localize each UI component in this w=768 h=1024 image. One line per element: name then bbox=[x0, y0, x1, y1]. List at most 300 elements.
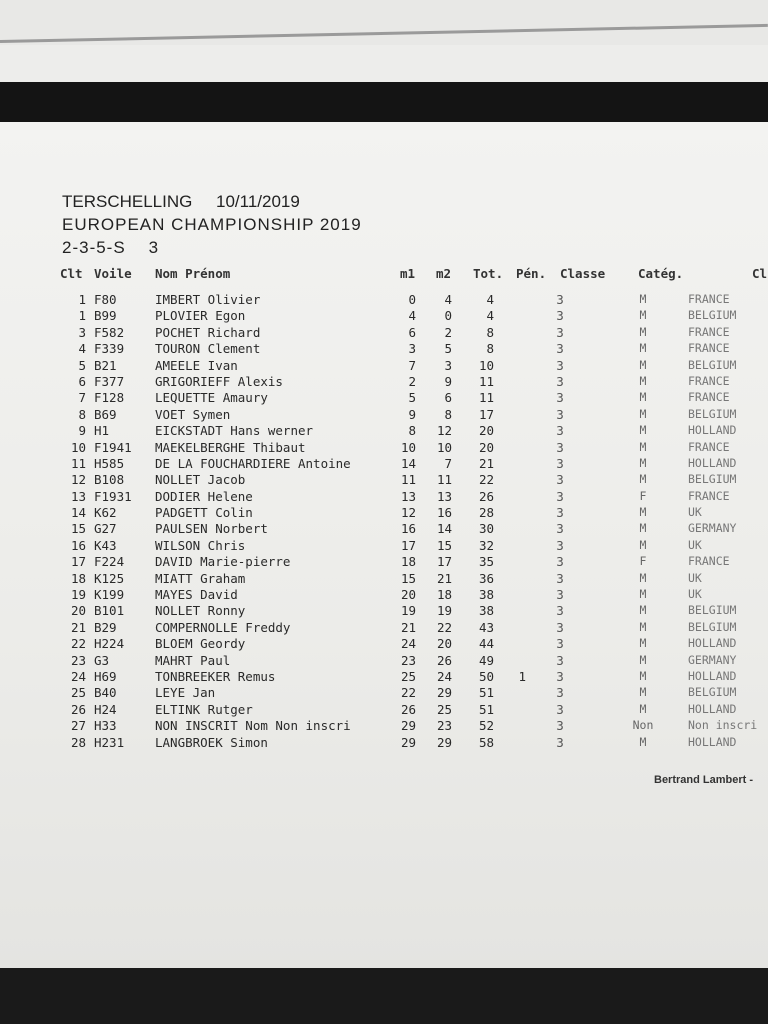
category-cell: M bbox=[639, 357, 647, 372]
m2-cell: 8 bbox=[444, 406, 452, 422]
background-gap bbox=[0, 45, 768, 85]
category-cell: M bbox=[639, 292, 647, 306]
m2-cell: 18 bbox=[436, 587, 452, 603]
rank-cell: 18 bbox=[70, 570, 86, 586]
category-cell: M bbox=[639, 505, 647, 520]
category-cell: M bbox=[639, 390, 647, 405]
classe-cell: 3 bbox=[556, 406, 564, 422]
total-cell: 36 bbox=[478, 570, 494, 586]
sail-cell: B69 bbox=[94, 406, 117, 422]
table-row bbox=[0, 620, 768, 636]
classe-cell: 3 bbox=[556, 668, 564, 684]
classe-cell: 3 bbox=[556, 521, 564, 537]
sail-cell: B101 bbox=[94, 603, 125, 619]
m1-cell: 13 bbox=[400, 488, 416, 504]
classe-cell: 3 bbox=[556, 603, 564, 619]
m1-cell: 23 bbox=[400, 652, 416, 668]
table-row bbox=[0, 718, 768, 734]
category-cell: M bbox=[639, 423, 647, 438]
rank-cell: 11 bbox=[70, 455, 86, 471]
name-cell: EICKSTADT Hans werner bbox=[155, 423, 314, 439]
country-cell: BELGIUM bbox=[688, 619, 737, 634]
event-title: EUROPEAN CHAMPIONSHIP 2019 bbox=[62, 215, 362, 234]
penalty-cell: 1 bbox=[518, 668, 526, 684]
signature: Bertrand Lambert - bbox=[654, 774, 754, 786]
category-cell: M bbox=[639, 734, 647, 749]
rank-cell: 9 bbox=[78, 423, 86, 439]
col-total: Tot. bbox=[473, 266, 504, 281]
total-cell: 11 bbox=[478, 373, 494, 389]
sail-cell: H231 bbox=[94, 734, 125, 750]
name-cell: TONBREEKER Remus bbox=[155, 668, 276, 684]
sail-cell: H585 bbox=[94, 455, 125, 471]
m1-cell: 3 bbox=[408, 341, 416, 357]
rank-cell: 6 bbox=[78, 373, 86, 389]
m1-cell: 15 bbox=[400, 570, 416, 586]
m2-cell: 12 bbox=[436, 423, 452, 439]
name-cell: MAEKELBERGHE Thibaut bbox=[155, 439, 306, 455]
m2-cell: 22 bbox=[436, 619, 452, 635]
table-row bbox=[0, 407, 768, 423]
rank-cell: 16 bbox=[70, 537, 86, 553]
m1-cell: 20 bbox=[400, 587, 416, 603]
total-cell: 8 bbox=[486, 341, 494, 357]
classe-cell: 3 bbox=[556, 636, 564, 652]
total-cell: 4 bbox=[486, 292, 494, 307]
table-row bbox=[0, 358, 768, 374]
sail-cell: F1941 bbox=[94, 439, 132, 455]
category-cell: M bbox=[639, 324, 647, 339]
m1-cell: 5 bbox=[408, 390, 416, 406]
country-cell: FRANCE bbox=[688, 488, 730, 503]
col-category: Catég. bbox=[638, 266, 684, 281]
sail-cell: G3 bbox=[94, 652, 110, 668]
col-name: Nom Prénom bbox=[155, 266, 231, 281]
total-cell: 20 bbox=[478, 423, 494, 439]
sail-cell: H33 bbox=[94, 718, 117, 734]
column-headers bbox=[0, 266, 768, 284]
table-row bbox=[0, 325, 768, 341]
category-cell: M bbox=[639, 439, 647, 454]
m2-cell: 29 bbox=[436, 734, 452, 750]
m1-cell: 22 bbox=[400, 685, 416, 701]
classe-cell: 3 bbox=[556, 685, 564, 701]
sail-cell: F224 bbox=[94, 554, 125, 570]
name-cell: ELTINK Rutger bbox=[155, 701, 253, 717]
m1-cell: 14 bbox=[400, 455, 416, 471]
m2-cell: 29 bbox=[436, 685, 452, 701]
m1-cell: 12 bbox=[400, 505, 416, 521]
total-cell: 51 bbox=[478, 685, 494, 701]
country-cell: BELGIUM bbox=[688, 472, 737, 487]
classe-cell: 3 bbox=[556, 292, 564, 307]
name-cell: BLOEM Geordy bbox=[155, 636, 246, 652]
col-penalty: Pén. bbox=[516, 266, 547, 281]
category-cell: M bbox=[639, 455, 647, 470]
m2-cell: 4 bbox=[444, 292, 452, 307]
name-cell: MAHRT Paul bbox=[155, 652, 231, 668]
country-cell: GERMANY bbox=[688, 652, 737, 667]
m1-cell: 21 bbox=[400, 619, 416, 635]
table-row bbox=[0, 521, 768, 537]
results-table bbox=[0, 292, 768, 751]
country-cell: HOLLAND bbox=[688, 636, 737, 651]
m1-cell: 10 bbox=[400, 439, 416, 455]
classe-cell: 3 bbox=[556, 439, 564, 455]
classe-cell: 3 bbox=[556, 472, 564, 488]
total-cell: 52 bbox=[478, 718, 494, 734]
rank-cell: 13 bbox=[70, 488, 86, 504]
category-cell: F bbox=[639, 554, 647, 569]
category-cell: M bbox=[639, 570, 647, 585]
m1-cell: 29 bbox=[400, 718, 416, 734]
m1-cell: 18 bbox=[400, 554, 416, 570]
table-row bbox=[0, 653, 768, 669]
country-cell: UK bbox=[688, 570, 702, 585]
col-rank: Clt bbox=[60, 266, 83, 281]
m1-cell: 26 bbox=[400, 701, 416, 717]
total-cell: 50 bbox=[478, 668, 494, 684]
name-cell: COMPERNOLLE Freddy bbox=[155, 619, 291, 635]
country-cell: FRANCE bbox=[688, 292, 730, 306]
classe-cell: 3 bbox=[556, 455, 564, 471]
total-cell: 28 bbox=[478, 505, 494, 521]
name-cell: PAULSEN Norbert bbox=[155, 521, 268, 537]
table-row bbox=[0, 440, 768, 456]
name-cell: AMEELE Ivan bbox=[155, 357, 238, 373]
m2-cell: 9 bbox=[444, 373, 452, 389]
rank-cell: 14 bbox=[70, 505, 86, 521]
table-row bbox=[0, 587, 768, 603]
category-cell: M bbox=[639, 587, 647, 602]
rank-cell: 15 bbox=[70, 521, 86, 537]
category-cell: M bbox=[639, 652, 647, 667]
table-row bbox=[0, 554, 768, 570]
m1-cell: 29 bbox=[400, 734, 416, 750]
m2-cell: 14 bbox=[436, 521, 452, 537]
classe-cell: 3 bbox=[556, 423, 564, 439]
class-line: 2-3-5-S 3 bbox=[62, 238, 160, 257]
total-cell: 35 bbox=[478, 554, 494, 570]
name-cell: LANGBROEK Simon bbox=[155, 734, 268, 750]
name-cell: NOLLET Jacob bbox=[155, 472, 246, 488]
category-cell: M bbox=[639, 619, 647, 634]
category-cell: M bbox=[639, 472, 647, 487]
category-cell: M bbox=[639, 521, 647, 536]
name-cell: DAVID Marie-pierre bbox=[155, 554, 291, 570]
table-row bbox=[0, 341, 768, 357]
rank-cell: 5 bbox=[78, 357, 86, 373]
classe-cell: 3 bbox=[556, 570, 564, 586]
m2-cell: 16 bbox=[436, 505, 452, 521]
total-cell: 8 bbox=[486, 324, 494, 340]
m2-cell: 19 bbox=[436, 603, 452, 619]
rank-cell: 27 bbox=[70, 718, 86, 734]
name-cell: NOLLET Ronny bbox=[155, 603, 246, 619]
name-cell: DODIER Helene bbox=[155, 488, 253, 504]
name-cell: IMBERT Olivier bbox=[155, 292, 261, 307]
m1-cell: 8 bbox=[408, 423, 416, 439]
country-cell: Non inscri bbox=[688, 718, 758, 733]
category-cell: M bbox=[639, 636, 647, 651]
total-cell: 49 bbox=[478, 652, 494, 668]
table-row bbox=[0, 390, 768, 406]
rank-cell: 26 bbox=[70, 701, 86, 717]
country-cell: HOLLAND bbox=[688, 668, 737, 683]
country-cell: FRANCE bbox=[688, 373, 730, 388]
country-cell: BELGIUM bbox=[688, 685, 737, 700]
category-cell: M bbox=[639, 603, 647, 618]
name-cell: WILSON Chris bbox=[155, 537, 246, 553]
rank-cell: 12 bbox=[70, 472, 86, 488]
m1-cell: 6 bbox=[408, 324, 416, 340]
sail-cell: F582 bbox=[94, 324, 125, 340]
rank-cell: 1 bbox=[78, 308, 86, 324]
m1-cell: 7 bbox=[408, 357, 416, 373]
m2-cell: 17 bbox=[436, 554, 452, 570]
classe-cell: 3 bbox=[556, 341, 564, 357]
category-cell: M bbox=[639, 406, 647, 421]
country-cell: HOLLAND bbox=[688, 701, 737, 716]
table-row bbox=[0, 538, 768, 554]
total-cell: 21 bbox=[478, 455, 494, 471]
rank-cell: 19 bbox=[70, 587, 86, 603]
name-cell: MIATT Graham bbox=[155, 570, 246, 586]
m2-cell: 10 bbox=[436, 439, 452, 455]
rank-cell: 28 bbox=[70, 734, 86, 750]
dark-band-top bbox=[0, 82, 768, 124]
rank-cell: 17 bbox=[70, 554, 86, 570]
rank-cell: 10 bbox=[70, 439, 86, 455]
table-row bbox=[0, 292, 768, 308]
m1-cell: 17 bbox=[400, 537, 416, 553]
m2-cell: 11 bbox=[436, 472, 452, 488]
classe-cell: 3 bbox=[556, 537, 564, 553]
dark-band-bottom bbox=[0, 968, 768, 1024]
country-cell: FRANCE bbox=[688, 390, 730, 405]
m2-cell: 5 bbox=[444, 341, 452, 357]
sail-cell: B99 bbox=[94, 308, 117, 324]
table-row bbox=[0, 702, 768, 718]
classe-cell: 3 bbox=[556, 357, 564, 373]
category-cell: F bbox=[639, 488, 647, 503]
country-cell: BELGIUM bbox=[688, 406, 737, 421]
sail-cell: K199 bbox=[94, 587, 125, 603]
m1-cell: 0 bbox=[408, 292, 416, 307]
rank-cell: 23 bbox=[70, 652, 86, 668]
table-row bbox=[0, 735, 768, 751]
sail-cell: H24 bbox=[94, 701, 117, 717]
table-row bbox=[0, 374, 768, 390]
total-cell: 44 bbox=[478, 636, 494, 652]
category-cell: M bbox=[639, 537, 647, 552]
rank-cell: 24 bbox=[70, 668, 86, 684]
table-row bbox=[0, 423, 768, 439]
classe-cell: 3 bbox=[556, 718, 564, 734]
classe-cell: 3 bbox=[556, 619, 564, 635]
m1-cell: 24 bbox=[400, 636, 416, 652]
country-cell: HOLLAND bbox=[688, 734, 737, 749]
sail-cell: K62 bbox=[94, 505, 117, 521]
classe-cell: 3 bbox=[556, 587, 564, 603]
m2-cell: 20 bbox=[436, 636, 452, 652]
background-sheet bbox=[0, 0, 768, 45]
sheet-edge bbox=[0, 24, 768, 43]
name-cell: TOURON Clement bbox=[155, 341, 261, 357]
m2-cell: 2 bbox=[444, 324, 452, 340]
m1-cell: 4 bbox=[408, 308, 416, 324]
total-cell: 11 bbox=[478, 390, 494, 406]
sail-cell: B40 bbox=[94, 685, 117, 701]
rank-cell: 25 bbox=[70, 685, 86, 701]
m2-cell: 0 bbox=[444, 308, 452, 324]
table-row bbox=[0, 308, 768, 324]
classe-cell: 3 bbox=[556, 554, 564, 570]
sail-cell: H69 bbox=[94, 668, 117, 684]
sail-cell: B108 bbox=[94, 472, 125, 488]
rank-cell: 8 bbox=[78, 406, 86, 422]
rank-cell: 4 bbox=[78, 341, 86, 357]
country-cell: FRANCE bbox=[688, 341, 730, 356]
classe-cell: 3 bbox=[556, 505, 564, 521]
total-cell: 58 bbox=[478, 734, 494, 750]
m2-cell: 24 bbox=[436, 668, 452, 684]
m2-cell: 25 bbox=[436, 701, 452, 717]
date: 10/11/2019 bbox=[216, 192, 300, 211]
name-cell: LEQUETTE Amaury bbox=[155, 390, 268, 406]
sail-cell: B29 bbox=[94, 619, 117, 635]
total-cell: 10 bbox=[478, 357, 494, 373]
sail-cell: F80 bbox=[94, 292, 117, 307]
classe-cell: 3 bbox=[556, 734, 564, 750]
sail-cell: K43 bbox=[94, 537, 117, 553]
total-cell: 17 bbox=[478, 406, 494, 422]
total-cell: 51 bbox=[478, 701, 494, 717]
country-cell: BELGIUM bbox=[688, 308, 737, 323]
category-cell: M bbox=[639, 308, 647, 323]
classe-cell: 3 bbox=[556, 701, 564, 717]
m1-cell: 16 bbox=[400, 521, 416, 537]
m1-cell: 25 bbox=[400, 668, 416, 684]
name-cell: PADGETT Colin bbox=[155, 505, 253, 521]
sail-cell: B21 bbox=[94, 357, 117, 373]
total-cell: 38 bbox=[478, 603, 494, 619]
location: TERSCHELLING bbox=[62, 192, 193, 211]
sail-cell: F1931 bbox=[94, 488, 132, 504]
rank-cell: 1 bbox=[78, 292, 86, 307]
name-cell: DE LA FOUCHARDIERE Antoine bbox=[155, 455, 351, 471]
sail-cell: K125 bbox=[94, 570, 125, 586]
location-date-line bbox=[62, 190, 362, 213]
rank-cell: 22 bbox=[70, 636, 86, 652]
table-row bbox=[0, 489, 768, 505]
classe-cell: 3 bbox=[556, 652, 564, 668]
results-header bbox=[62, 190, 362, 259]
country-cell: HOLLAND bbox=[688, 455, 737, 470]
classe-cell: 3 bbox=[556, 373, 564, 389]
m2-cell: 15 bbox=[436, 537, 452, 553]
name-cell: LEYE Jan bbox=[155, 685, 216, 701]
name-cell: NON INSCRIT Nom Non inscri bbox=[155, 718, 351, 734]
category-cell: Non bbox=[632, 718, 654, 733]
table-row bbox=[0, 505, 768, 521]
rank-cell: 21 bbox=[70, 619, 86, 635]
total-cell: 22 bbox=[478, 472, 494, 488]
m2-cell: 13 bbox=[436, 488, 452, 504]
m2-cell: 6 bbox=[444, 390, 452, 406]
country-cell: FRANCE bbox=[688, 324, 730, 339]
sail-cell: F339 bbox=[94, 341, 125, 357]
total-cell: 20 bbox=[478, 439, 494, 455]
col-sail: Voile bbox=[94, 266, 132, 281]
table-row bbox=[0, 669, 768, 685]
country-cell: UK bbox=[688, 587, 702, 602]
table-row bbox=[0, 685, 768, 701]
sail-cell: H224 bbox=[94, 636, 125, 652]
classe-cell: 3 bbox=[556, 488, 564, 504]
name-cell: MAYES David bbox=[155, 587, 238, 603]
table-row bbox=[0, 472, 768, 488]
country-cell: BELGIUM bbox=[688, 357, 737, 372]
name-cell: POCHET Richard bbox=[155, 324, 261, 340]
total-cell: 4 bbox=[486, 308, 494, 324]
sail-cell: F128 bbox=[94, 390, 125, 406]
col-m2: m2 bbox=[436, 266, 452, 281]
country-cell: UK bbox=[688, 537, 702, 552]
classe-cell: 3 bbox=[556, 390, 564, 406]
name-cell: GRIGORIEFF Alexis bbox=[155, 373, 283, 389]
m1-cell: 9 bbox=[408, 406, 416, 422]
category-cell: M bbox=[639, 341, 647, 356]
table-row bbox=[0, 603, 768, 619]
col-m1: m1 bbox=[400, 266, 416, 281]
country-cell: FRANCE bbox=[688, 439, 730, 454]
m1-cell: 11 bbox=[400, 472, 416, 488]
classe-cell: 3 bbox=[556, 324, 564, 340]
country-cell: HOLLAND bbox=[688, 423, 737, 438]
sail-cell: F377 bbox=[94, 373, 125, 389]
category-cell: M bbox=[639, 685, 647, 700]
total-cell: 43 bbox=[478, 619, 494, 635]
country-cell: FRANCE bbox=[688, 554, 730, 569]
table-row bbox=[0, 456, 768, 472]
m1-cell: 2 bbox=[408, 373, 416, 389]
country-cell: UK bbox=[688, 505, 702, 520]
country-cell: BELGIUM bbox=[688, 603, 737, 618]
m2-cell: 7 bbox=[444, 455, 452, 471]
m2-cell: 26 bbox=[436, 652, 452, 668]
m2-cell: 23 bbox=[436, 718, 452, 734]
rank-cell: 20 bbox=[70, 603, 86, 619]
category-cell: M bbox=[639, 373, 647, 388]
rank-cell: 3 bbox=[78, 324, 86, 340]
sail-cell: G27 bbox=[94, 521, 117, 537]
name-cell: VOET Symen bbox=[155, 406, 231, 422]
name-cell: PLOVIER Egon bbox=[155, 308, 246, 324]
classe-cell: 3 bbox=[556, 308, 564, 324]
total-cell: 26 bbox=[478, 488, 494, 504]
m2-cell: 21 bbox=[436, 570, 452, 586]
country-cell: GERMANY bbox=[688, 521, 737, 536]
category-cell: M bbox=[639, 701, 647, 716]
col-country: Cl bbox=[752, 266, 768, 281]
m1-cell: 19 bbox=[400, 603, 416, 619]
sail-cell: H1 bbox=[94, 423, 110, 439]
total-cell: 30 bbox=[478, 521, 494, 537]
table-row bbox=[0, 636, 768, 652]
m2-cell: 3 bbox=[444, 357, 452, 373]
category-cell: M bbox=[639, 668, 647, 683]
